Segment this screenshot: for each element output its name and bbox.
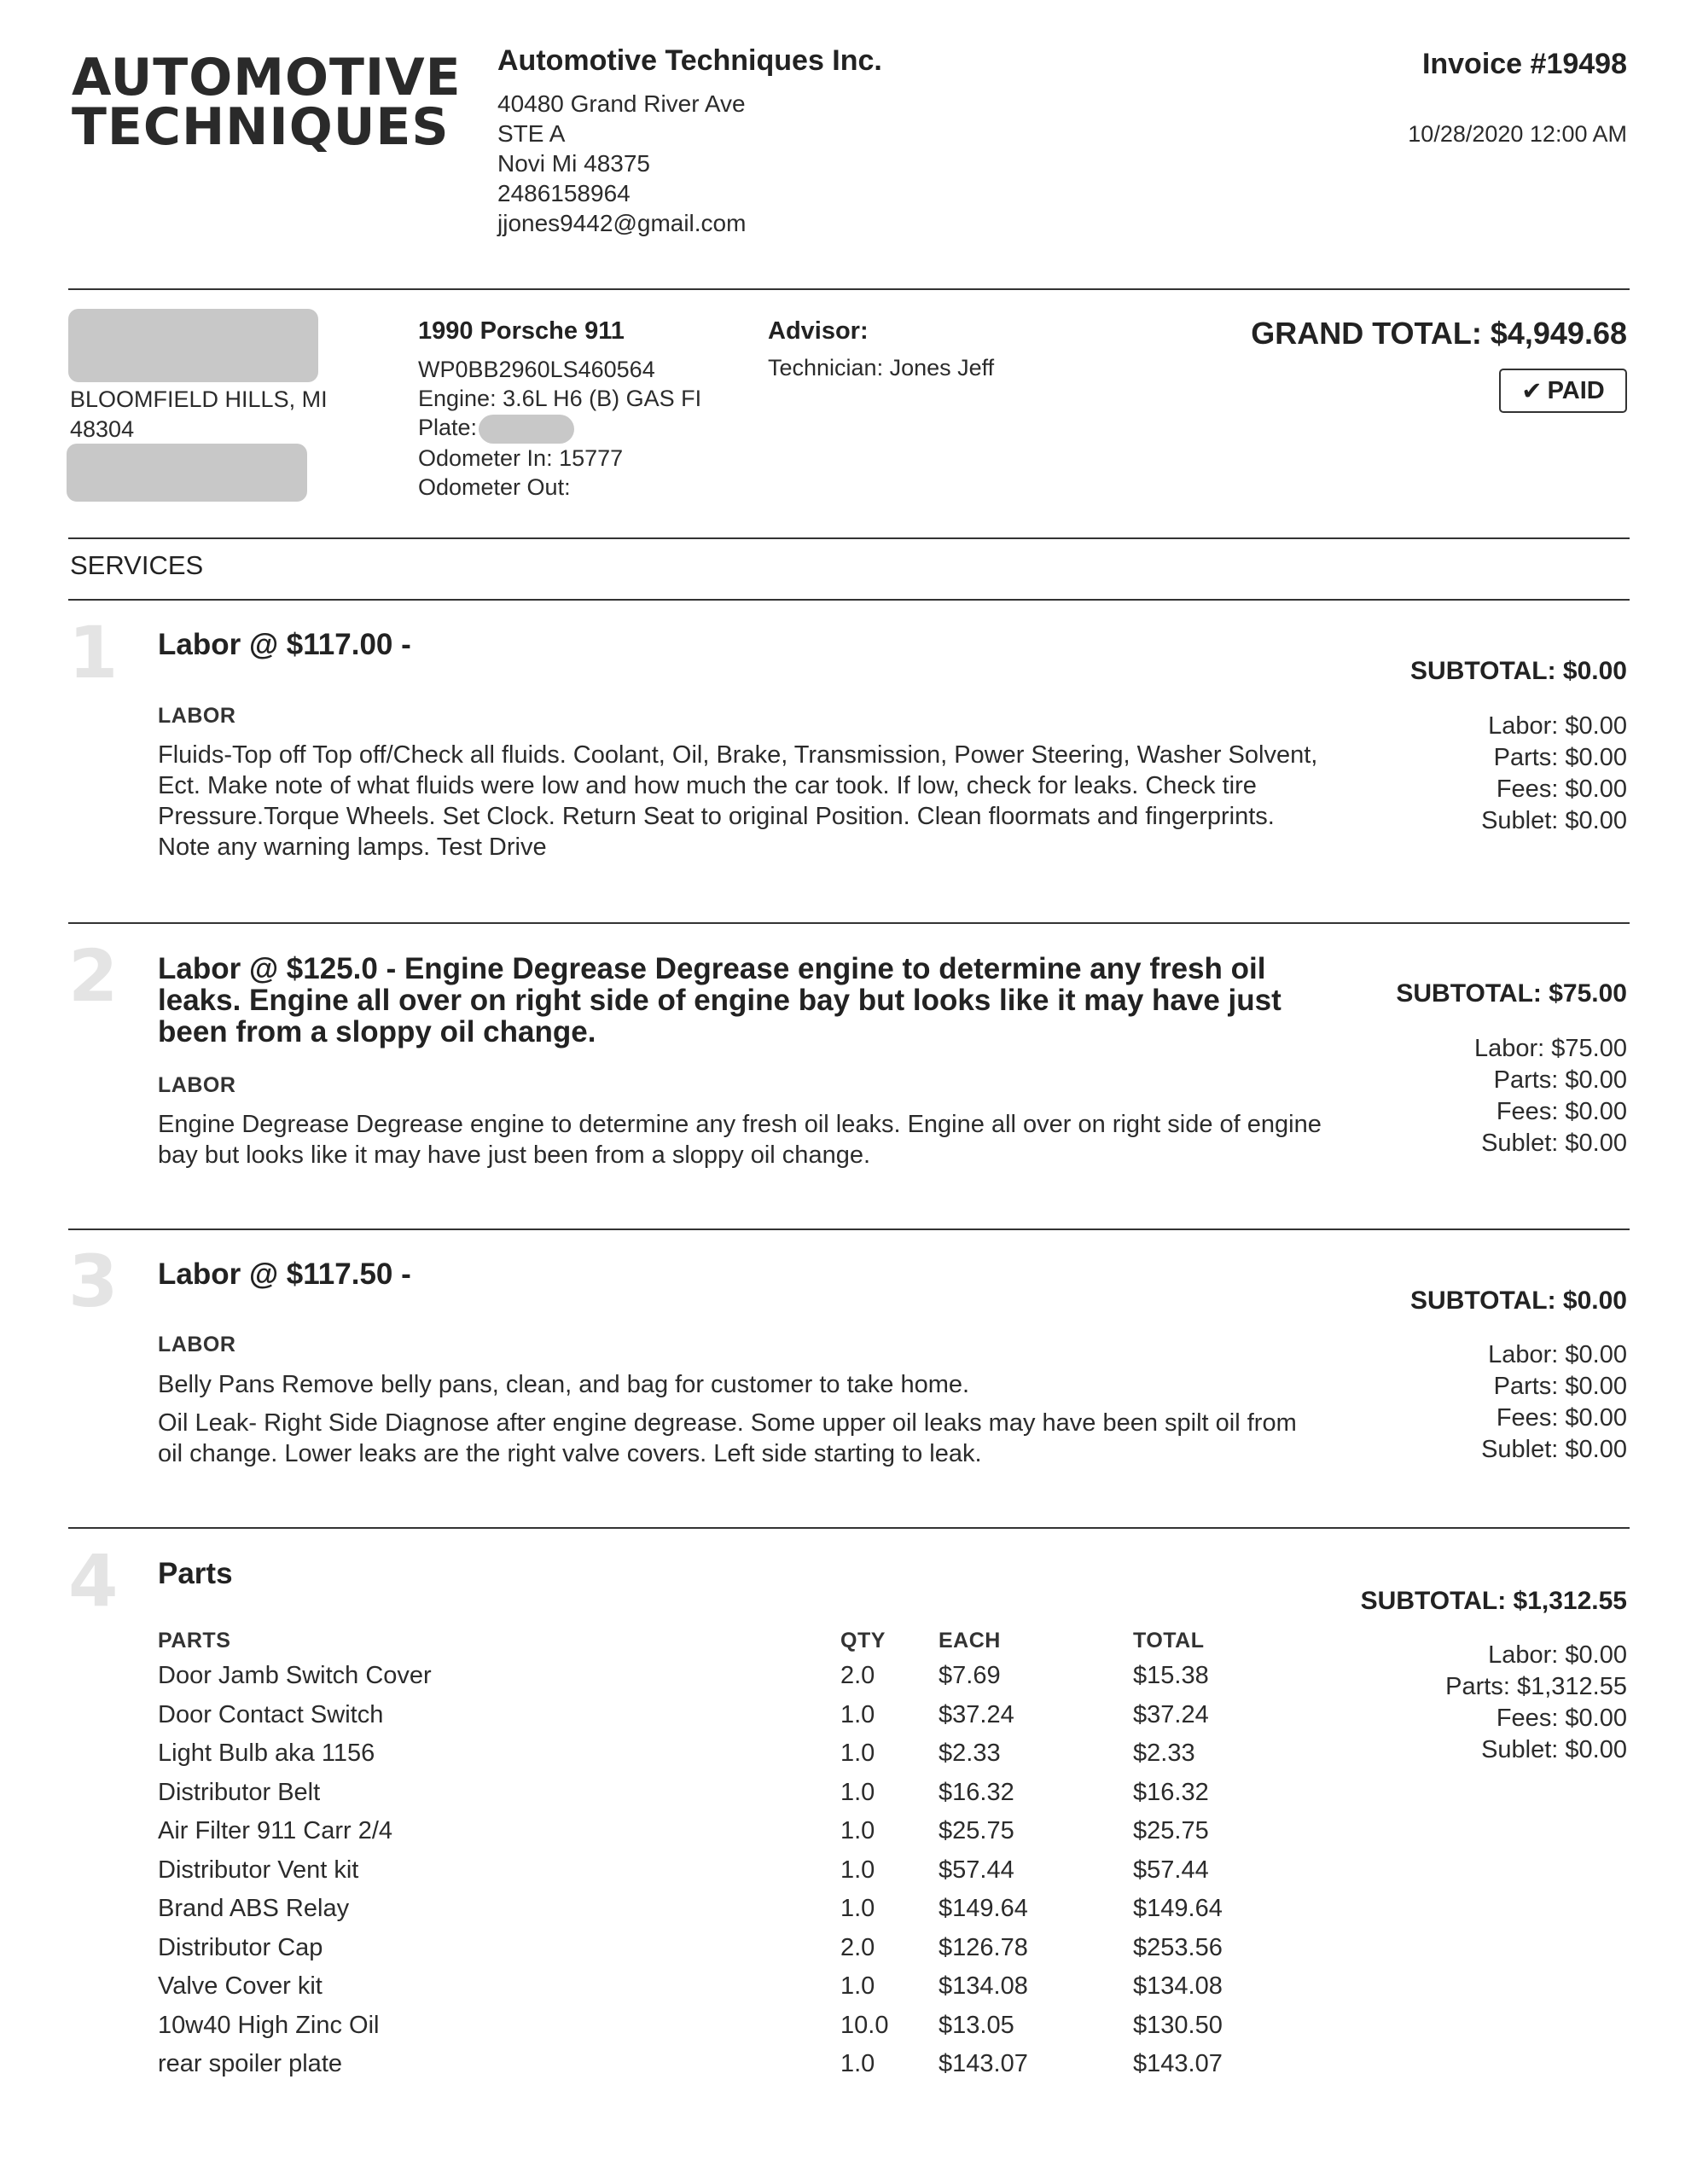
header-parts: PARTS xyxy=(158,1628,231,1653)
service-number: 4 xyxy=(68,1539,119,1623)
part-total: $57.44 xyxy=(1133,1856,1209,1884)
table-row xyxy=(158,1890,1304,1929)
part-total: $2.33 xyxy=(1133,1740,1195,1768)
labor-amount: Labor: $0.00 xyxy=(1488,712,1627,740)
odometer-in: Odometer In: 15777 xyxy=(418,444,624,471)
part-each: $143.07 xyxy=(939,2050,1028,2078)
service-number: 3 xyxy=(68,1240,119,1323)
company-name: Automotive Techniques Inc. xyxy=(497,44,882,77)
parts-table-header xyxy=(158,1624,1304,1657)
service-title: Labor @ $117.50 - xyxy=(158,1258,411,1291)
service-breakdown xyxy=(1481,1339,1627,1466)
service-description: Fluids-Top off Top off/Check all fluids. Coolant, Oil, Brake, Transmission, Power Steering, Washer Solvent, Ect. Make note of what fluids were low and how much the car took. If low, check for leaks. Check tire Pressure.Torque Wheels. Set Clock. Return Seat to original Position. Clean floormats and fingerprints. Note any warning lamps. Test Drive xyxy=(158,741,1318,861)
part-qty: 1.0 xyxy=(840,1972,875,2001)
fees-amount: Fees: $0.00 xyxy=(1496,775,1627,803)
service-divider xyxy=(68,1527,1630,1529)
fees-amount: Fees: $0.00 xyxy=(1496,1705,1627,1732)
redacted-customer-phone xyxy=(67,444,307,502)
logo-line-2: TECHNIQUES xyxy=(72,97,450,157)
header-qty: QTY xyxy=(840,1628,886,1653)
service-subtotal: SUBTOTAL: $1,312.55 xyxy=(1360,1587,1627,1615)
part-each: $149.64 xyxy=(939,1895,1028,1923)
part-total: $25.75 xyxy=(1133,1817,1209,1845)
service-subtotal: SUBTOTAL: $0.00 xyxy=(1410,657,1627,685)
parts-table xyxy=(158,1624,1304,2084)
company-email: jjones9442@gmail.com xyxy=(497,210,747,236)
table-row xyxy=(158,1774,1304,1813)
part-total: $143.07 xyxy=(1133,2050,1223,2078)
part-qty: 2.0 xyxy=(840,1933,875,1961)
paid-badge xyxy=(1499,369,1627,413)
part-name: rear spoiler plate xyxy=(158,2050,342,2078)
customer-zip: 48304 xyxy=(70,416,135,442)
part-each: $13.05 xyxy=(939,2011,1014,2039)
part-total: $253.56 xyxy=(1133,1933,1223,1961)
part-name: Distributor Vent kit xyxy=(158,1856,359,1884)
part-qty: 1.0 xyxy=(840,1817,875,1845)
service-divider xyxy=(68,922,1630,924)
part-each: $134.08 xyxy=(939,1972,1028,2001)
part-total: $15.38 xyxy=(1133,1662,1209,1690)
logo-line-1: AUTOMOTIVE xyxy=(72,48,462,107)
table-row xyxy=(158,1851,1304,1891)
service-subtotal: SUBTOTAL: $0.00 xyxy=(1410,1287,1627,1315)
service-number: 2 xyxy=(68,934,119,1018)
parts-amount: Parts: $1,312.55 xyxy=(1445,1673,1627,1700)
part-name: Brand ABS Relay xyxy=(158,1895,350,1923)
invoice-number: Invoice #19498 xyxy=(1421,48,1627,80)
grand-total: GRAND TOTAL: $4,949.68 xyxy=(1251,316,1627,351)
part-total: $37.24 xyxy=(1133,1700,1209,1728)
table-row xyxy=(158,1734,1304,1774)
sublet-amount: Sublet: $0.00 xyxy=(1481,1736,1627,1763)
part-qty: 1.0 xyxy=(840,1740,875,1768)
part-qty: 10.0 xyxy=(840,2011,889,2039)
parts-amount: Parts: $0.00 xyxy=(1493,1373,1627,1400)
labor-label: LABOR xyxy=(158,1333,236,1356)
part-each: $2.33 xyxy=(939,1740,1001,1768)
table-row xyxy=(158,1812,1304,1851)
part-each: $7.69 xyxy=(939,1662,1001,1690)
customer-address xyxy=(70,385,328,444)
service-description-2: Oil Leak- Right Side Diagnose after engine degrease. Some upper oil leaks may have been spilt oil from oil change. Lower leaks are the right valve covers. Left side starting to leak. xyxy=(158,1409,1297,1467)
part-qty: 1.0 xyxy=(840,1700,875,1728)
part-total: $130.50 xyxy=(1133,2011,1223,2039)
labor-amount: Labor: $0.00 xyxy=(1488,1641,1627,1669)
header-divider xyxy=(68,288,1630,290)
fees-amount: Fees: $0.00 xyxy=(1496,1098,1627,1125)
advisor-label: Advisor: xyxy=(768,317,869,345)
part-name: Door Contact Switch xyxy=(158,1700,384,1728)
table-row xyxy=(158,1967,1304,2007)
part-name: 10w40 High Zinc Oil xyxy=(158,2011,380,2039)
vehicle-details xyxy=(418,355,701,502)
part-each: $126.78 xyxy=(939,1933,1028,1961)
service-description: Engine Degrease Degrease engine to determine any fresh oil leaks. Engine all over on right side of engine bay but looks like it may have just been from a sloppy oil change. xyxy=(158,1111,1322,1169)
service-title: Labor @ $125.0 - Engine Degrease Degrease engine to determine any fresh oil leaks. Engine all over on right side of engine bay but looks like it may have just been from a sloppy oil change. xyxy=(158,952,1281,1048)
part-total: $149.64 xyxy=(1133,1895,1223,1923)
address-suite: STE A xyxy=(497,120,566,147)
table-row xyxy=(158,1929,1304,1968)
vehicle-plate xyxy=(418,413,701,444)
part-name: Valve Cover kit xyxy=(158,1972,323,2001)
part-each: $25.75 xyxy=(939,1817,1014,1845)
company-logo xyxy=(72,48,462,157)
paid-label: PAID xyxy=(1547,376,1605,404)
company-address xyxy=(497,89,746,238)
part-name: Distributor Cap xyxy=(158,1933,323,1961)
plate-label: Plate: xyxy=(418,415,478,440)
service-subtotal: SUBTOTAL: $75.00 xyxy=(1396,979,1627,1008)
labor-label: LABOR xyxy=(158,704,236,728)
services-divider xyxy=(68,599,1630,601)
service-divider xyxy=(68,1228,1630,1230)
vehicle-divider xyxy=(68,537,1630,539)
labor-amount: Labor: $75.00 xyxy=(1474,1035,1627,1062)
header-total: TOTAL xyxy=(1133,1628,1205,1653)
header-each: EACH xyxy=(939,1628,1001,1653)
part-name: Distributor Belt xyxy=(158,1778,321,1806)
address-city: Novi Mi 48375 xyxy=(497,150,650,177)
redacted-plate xyxy=(479,415,574,444)
part-total: $134.08 xyxy=(1133,1972,1223,2001)
part-qty: 1.0 xyxy=(840,1895,875,1923)
service-number: 1 xyxy=(68,611,119,694)
part-each: $37.24 xyxy=(939,1700,1014,1728)
part-total: $16.32 xyxy=(1133,1778,1209,1806)
invoice-date: 10/28/2020 12:00 AM xyxy=(1408,121,1627,147)
checkmark-icon: ✔ xyxy=(1521,377,1543,405)
table-row xyxy=(158,2007,1304,2046)
parts-amount: Parts: $0.00 xyxy=(1493,744,1627,771)
vehicle-title: 1990 Porsche 911 xyxy=(418,317,625,345)
part-name: Door Jamb Switch Cover xyxy=(158,1662,432,1690)
sublet-amount: Sublet: $0.00 xyxy=(1481,807,1627,834)
address-street: 40480 Grand River Ave xyxy=(497,90,746,117)
part-qty: 2.0 xyxy=(840,1662,875,1690)
vehicle-engine: Engine: 3.6L H6 (B) GAS FI xyxy=(418,386,702,411)
service-title: Labor @ $117.00 - xyxy=(158,628,411,661)
part-qty: 1.0 xyxy=(840,1856,875,1884)
table-row xyxy=(158,1696,1304,1735)
service-breakdown xyxy=(1481,711,1627,837)
part-qty: 1.0 xyxy=(840,1778,875,1806)
sublet-amount: Sublet: $0.00 xyxy=(1481,1436,1627,1463)
parts-amount: Parts: $0.00 xyxy=(1493,1066,1627,1094)
customer-city: BLOOMFIELD HILLS, MI xyxy=(70,386,328,412)
part-each: $57.44 xyxy=(939,1856,1014,1884)
odometer-out: Odometer Out: xyxy=(418,473,571,500)
part-name: Light Bulb aka 1156 xyxy=(158,1740,375,1768)
part-qty: 1.0 xyxy=(840,2050,875,2078)
technician-name: Technician: Jones Jeff xyxy=(768,355,995,380)
service-breakdown xyxy=(1445,1640,1627,1766)
service-description: Belly Pans Remove belly pans, clean, and bag for customer to take home. xyxy=(158,1371,970,1398)
vehicle-vin: WP0BB2960LS460564 xyxy=(418,357,655,382)
service-title: Parts xyxy=(158,1557,233,1590)
table-row xyxy=(158,1657,1304,1696)
labor-label: LABOR xyxy=(158,1073,236,1097)
company-phone: 2486158964 xyxy=(497,180,631,206)
services-heading: SERVICES xyxy=(70,550,204,580)
redacted-customer-name xyxy=(68,309,318,382)
fees-amount: Fees: $0.00 xyxy=(1496,1404,1627,1432)
part-name: Air Filter 911 Carr 2/4 xyxy=(158,1817,393,1845)
sublet-amount: Sublet: $0.00 xyxy=(1481,1130,1627,1157)
part-each: $16.32 xyxy=(939,1778,1014,1806)
labor-amount: Labor: $0.00 xyxy=(1488,1341,1627,1368)
table-row xyxy=(158,2045,1304,2084)
service-breakdown xyxy=(1474,1033,1627,1159)
